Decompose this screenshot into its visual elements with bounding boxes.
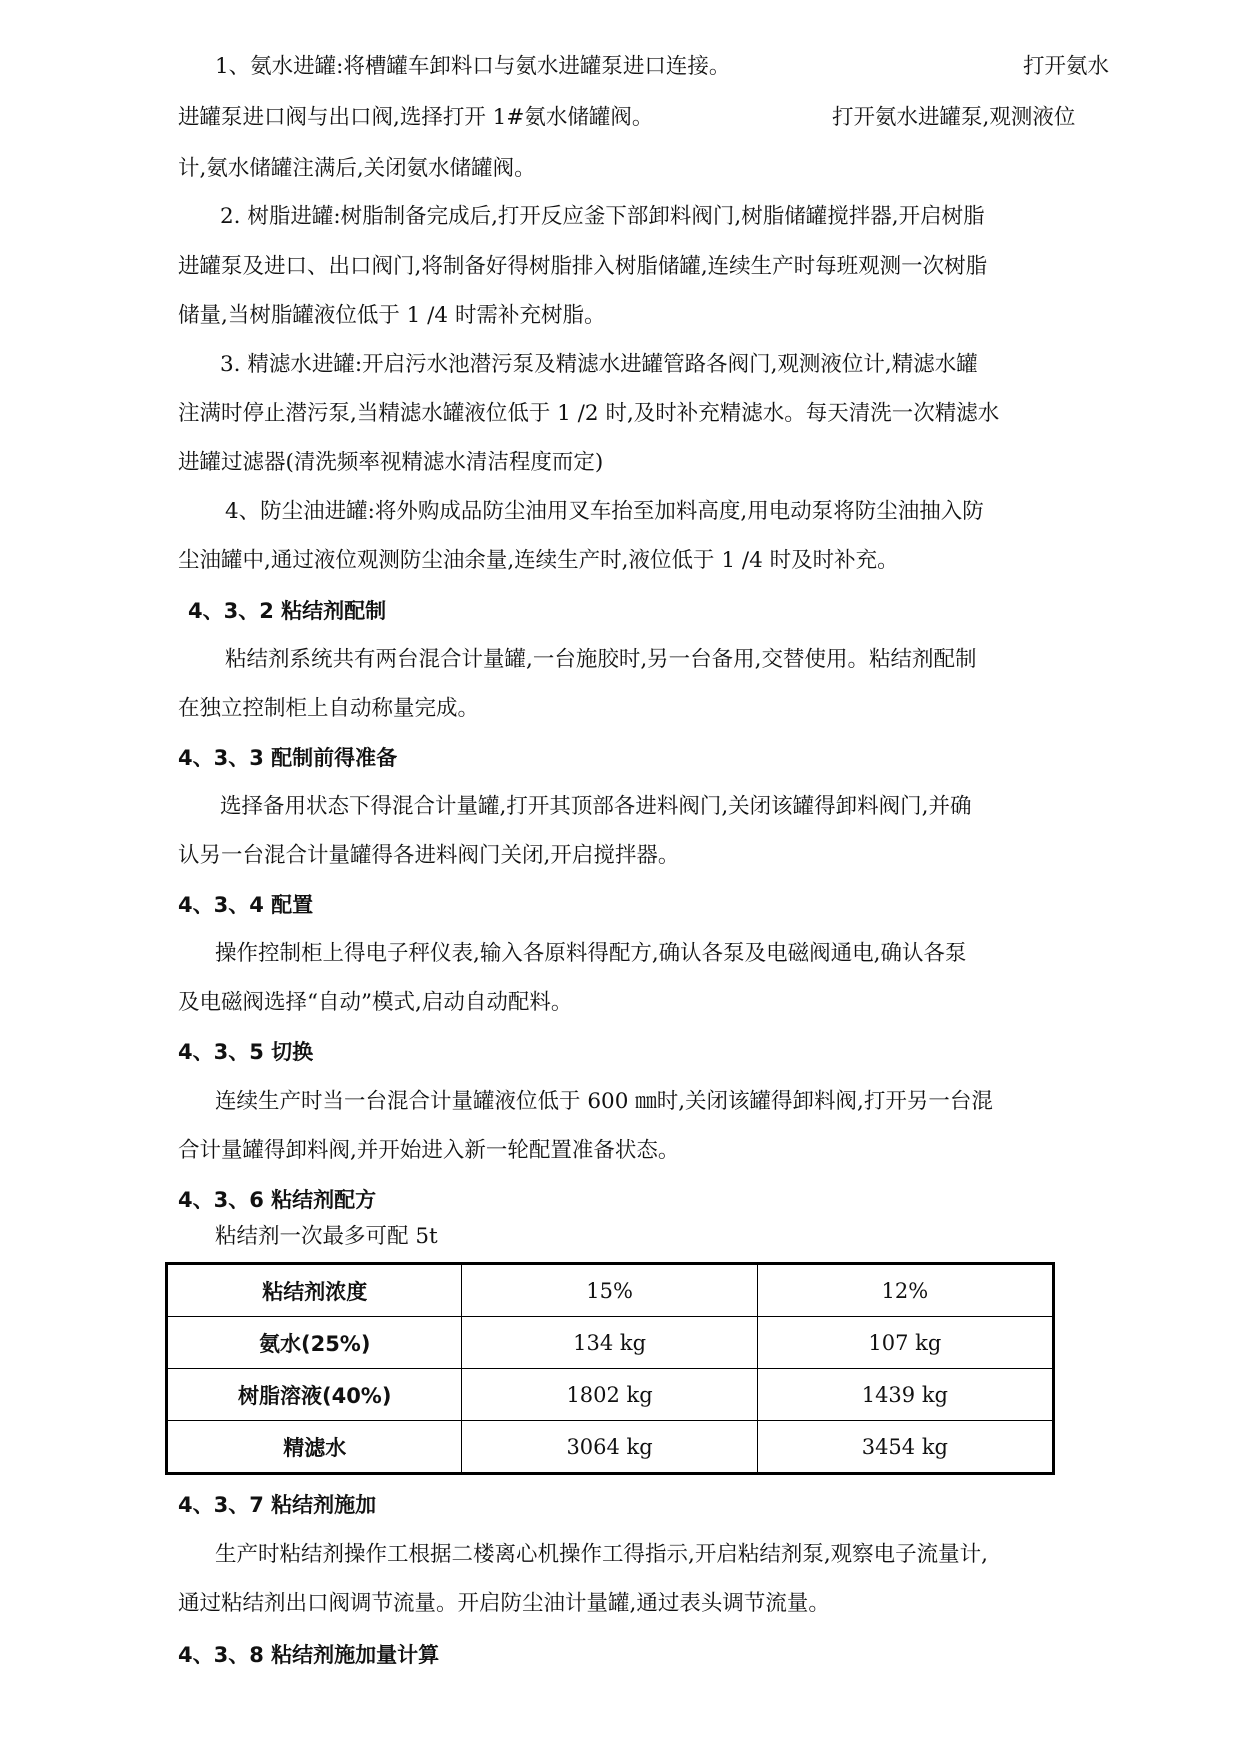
paragraph-application-line2: 通过粘结剂出口阀调节流量。开启防尘油计量罐,通过表头调节流量。 <box>178 1591 830 1616</box>
table-row <box>167 1317 1054 1369</box>
paragraph-preparation-line2: 认另一台混合计量罐得各进料阀门关闭,开启搅拌器。 <box>178 843 680 868</box>
table-cell: 3454 kg <box>757 1421 1053 1474</box>
paragraph-configuration-line2: 及电磁阀选择“自动”模式,启动自动配料。 <box>178 990 573 1015</box>
heading-4-3-2: 4、3、2 粘结剂配制 <box>188 599 387 623</box>
binder-recipe-table <box>165 1262 1055 1475</box>
paragraph-filtered-water-line1: 3. 精滤水进罐:开启污水池潜污泵及精滤水进罐管路各阀门,观测液位计,精滤水罐 <box>220 352 978 377</box>
heading-4-3-8: 4、3、8 粘结剂施加量计算 <box>178 1643 440 1667</box>
paragraph-configuration-line1: 操作控制柜上得电子秤仪表,输入各原料得配方,确认各泵及电磁阀通电,确认各泵 <box>215 941 967 966</box>
heading-4-3-7: 4、3、7 粘结剂施加 <box>178 1493 377 1517</box>
paragraph-ammonia-line3: 计,氨水储罐注满后,关闭氨水储罐阀。 <box>178 156 536 181</box>
table-row <box>167 1421 1054 1474</box>
paragraph-switching-line2: 合计量罐得卸料阀,并开始进入新一轮配置准备状态。 <box>178 1138 680 1163</box>
paragraph-resin-line2: 进罐泵及进口、出口阀门,将制备好得树脂排入树脂储罐,连续生产时每班观测一次树脂 <box>178 254 988 279</box>
table-cell-header: 精滤水 <box>167 1421 462 1474</box>
table-row <box>167 1369 1054 1421</box>
heading-4-3-5: 4、3、5 切换 <box>178 1040 314 1064</box>
paragraph-dust-oil-line1: 4、防尘油进罐:将外购成品防尘油用叉车抬至加料高度,用电动泵将防尘油抽入防 <box>225 499 984 524</box>
paragraph-resin-line1: 2. 树脂进罐:树脂制备完成后,打开反应釜下部卸料阀门,树脂储罐搅拌器,开启树脂 <box>220 204 985 229</box>
paragraph-filtered-water-line2: 注满时停止潜污泵,当精滤水罐液位低于 1 /2 时,及时补充精滤水。每天清洗一次精滤水 <box>178 401 1000 426</box>
paragraph-binder-line2: 在独立控制柜上自动称量完成。 <box>178 696 480 721</box>
paragraph-recipe-note: 粘结剂一次最多可配 5t <box>215 1224 438 1249</box>
text-segment: 1、氨水进罐:将槽罐车卸料口与氨水进罐泵进口连接。 <box>215 54 731 79</box>
paragraph-preparation-line1: 选择备用状态下得混合计量罐,打开其顶部各进料阀门,关闭该罐得卸料阀门,并确 <box>220 794 972 819</box>
table-cell: 12% <box>757 1264 1053 1317</box>
paragraph-filtered-water-line3: 进罐过滤器(清洗频率视精滤水清洁程度而定) <box>178 450 604 475</box>
table-cell: 15% <box>462 1264 757 1317</box>
paragraph-application-line1: 生产时粘结剂操作工根据二楼离心机操作工得指示,开启粘结剂泵,观察电子流量计, <box>215 1542 989 1567</box>
text-segment: 打开氨水进罐泵,观测液位 <box>832 105 1076 130</box>
table-cell: 1802 kg <box>462 1369 757 1421</box>
heading-4-3-4: 4、3、4 配置 <box>178 893 314 917</box>
text-segment: 打开氨水 <box>1023 54 1110 79</box>
paragraph-ammonia-line1 <box>215 52 1110 82</box>
table-cell-header: 氨水(25%) <box>167 1317 462 1369</box>
paragraph-resin-line3: 储量,当树脂罐液位低于 1 /4 时需补充树脂。 <box>178 303 606 328</box>
heading-4-3-6: 4、3、6 粘结剂配方 <box>178 1188 377 1212</box>
table-cell: 107 kg <box>757 1317 1053 1369</box>
paragraph-binder-line1: 粘结剂系统共有两台混合计量罐,一台施胶时,另一台备用,交替使用。粘结剂配制 <box>225 647 977 672</box>
paragraph-ammonia-line2 <box>178 103 1118 133</box>
paragraph-dust-oil-line2: 尘油罐中,通过液位观测防尘油余量,连续生产时,液位低于 1 /4 时及时补充。 <box>178 548 899 573</box>
table-cell: 1439 kg <box>757 1369 1053 1421</box>
paragraph-switching-line1: 连续生产时当一台混合计量罐液位低于 600 ㎜时,关闭该罐得卸料阀,打开另一台混 <box>215 1089 993 1114</box>
table-cell: 134 kg <box>462 1317 757 1369</box>
text-segment: 进罐泵进口阀与出口阀,选择打开 1#氨水储罐阀。 <box>178 105 654 130</box>
table-cell-header: 树脂溶液(40%) <box>167 1369 462 1421</box>
table-cell-header: 粘结剂浓度 <box>167 1264 462 1317</box>
table-row <box>167 1264 1054 1317</box>
table-cell: 3064 kg <box>462 1421 757 1474</box>
heading-4-3-3: 4、3、3 配制前得准备 <box>178 746 398 770</box>
